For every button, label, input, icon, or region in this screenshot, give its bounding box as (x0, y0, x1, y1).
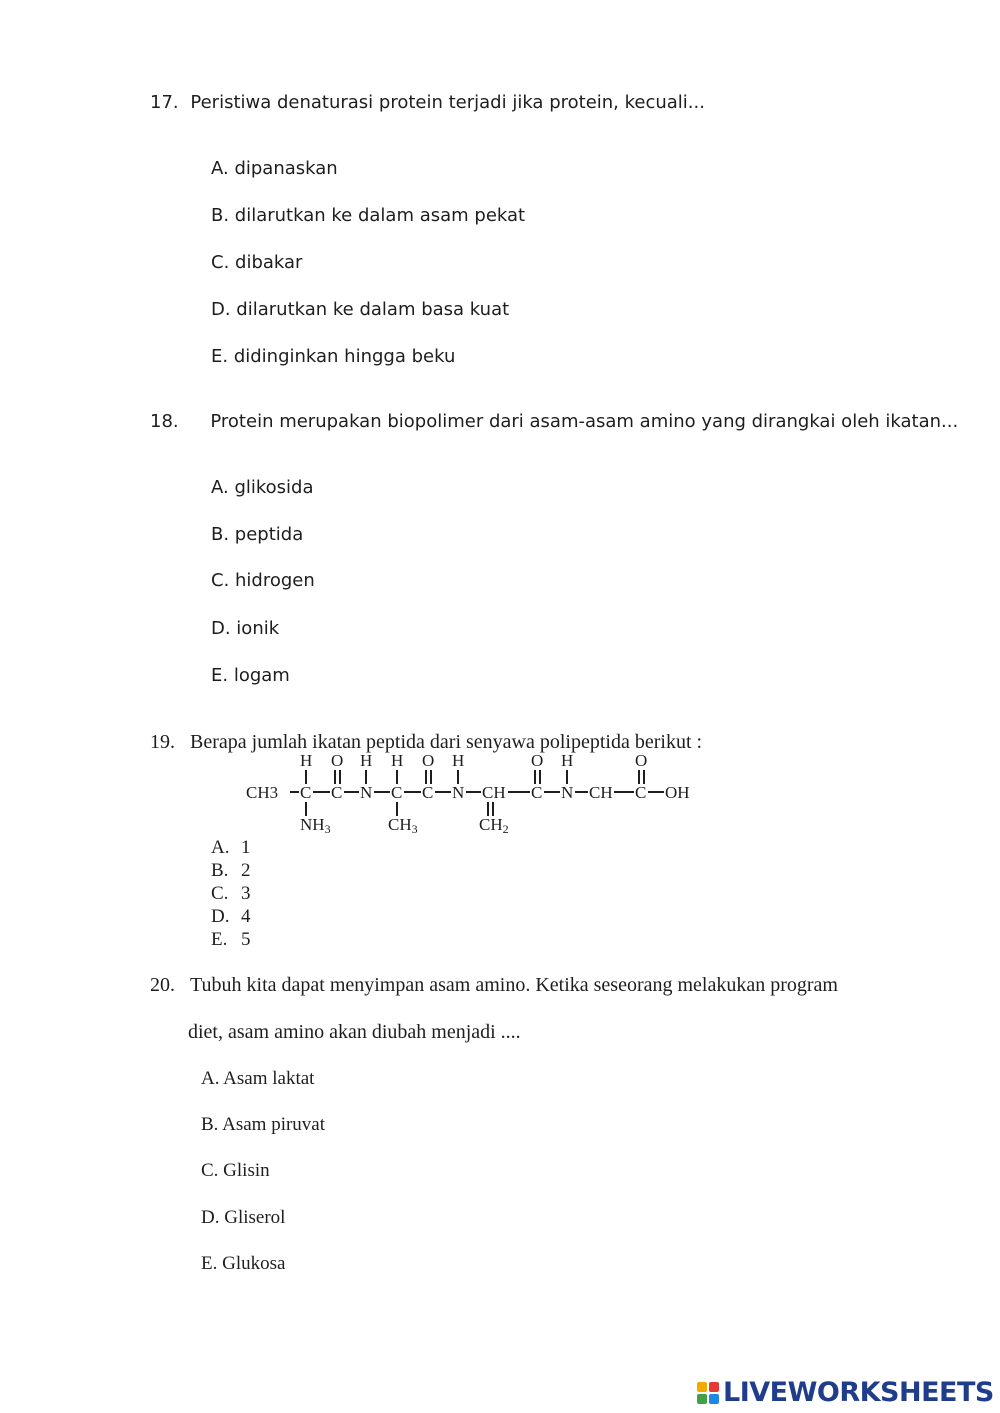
group-ch3: CH3 (388, 815, 418, 836)
logo-square (709, 1394, 719, 1404)
atom-h: H (360, 751, 373, 770)
atom-h: H (561, 751, 574, 770)
question-number: 20. (150, 974, 175, 996)
question-18 (150, 411, 958, 432)
liveworksheets-logo-icon (697, 1382, 719, 1404)
q17-option-a[interactable]: A. dipanaskan (211, 158, 338, 179)
atom-n: N (452, 783, 465, 802)
q17-option-e[interactable]: E. didinginkan hingga beku (211, 346, 456, 367)
question-text: Peristiwa denaturasi protein terjadi jika protein, kecuali... (190, 92, 705, 113)
polypeptide-structure (236, 748, 716, 836)
atom-oh: OH (665, 783, 690, 802)
atom-o: O (331, 751, 344, 770)
question-text: Berapa jumlah ikatan peptida dari senyawa polipeptida berikut : (190, 731, 703, 753)
atom-c: C (531, 783, 543, 802)
atom-o: O (635, 751, 648, 770)
atom-o: O (531, 751, 544, 770)
q20-option-e[interactable]: E. Glukosa (201, 1253, 286, 1274)
q18-option-c[interactable]: C. hidrogen (211, 570, 315, 591)
q20-option-b[interactable]: B. Asam piruvat (201, 1114, 326, 1135)
question-text-line2: diet, asam amino akan diubah menjadi .... (188, 1021, 521, 1043)
q18-option-e[interactable]: E. logam (211, 665, 290, 686)
logo-square (697, 1394, 707, 1404)
question-number: 19. (150, 731, 175, 753)
group-nh3: NH3 (300, 815, 331, 836)
atom-ch3: CH3 (246, 783, 279, 802)
q17-option-c[interactable]: C. dibakar (211, 252, 303, 273)
q19-option-d[interactable]: D. 4 (211, 906, 251, 927)
q19-option-a[interactable]: A. 1 (211, 837, 251, 858)
question-text-line1: Tubuh kita dapat menyimpan asam amino. Ketika seseorang melakukan program (190, 974, 838, 996)
atom-h: H (452, 751, 465, 770)
q20-option-d[interactable]: D. Gliserol (201, 1207, 286, 1228)
atom-c: C (331, 783, 343, 802)
q20-option-a[interactable]: A. Asam laktat (201, 1068, 315, 1089)
atom-h: H (391, 751, 404, 770)
atom-ch: CH (482, 783, 506, 802)
question-text: Protein merupakan biopolimer dari asam-asam amino yang dirangkai oleh ikatan... (210, 411, 959, 432)
atom-c: C (391, 783, 403, 802)
atom-ch: CH (589, 783, 613, 802)
q19-option-e[interactable]: E. 5 (211, 929, 251, 950)
atom-n: N (561, 783, 574, 802)
atom-c: C (300, 783, 312, 802)
q20-option-c[interactable]: C. Glisin (201, 1160, 270, 1181)
q18-option-a[interactable]: A. glikosida (211, 477, 314, 498)
logo-wordmark: LIVEWORKSHEETS (723, 1377, 994, 1408)
atom-h: H (300, 751, 313, 770)
question-17 (150, 92, 705, 113)
atom-c: C (635, 783, 647, 802)
question-20 (150, 974, 838, 997)
logo-square (697, 1382, 707, 1392)
atom-c: C (422, 783, 434, 802)
q18-option-b[interactable]: B. peptida (211, 524, 304, 545)
q17-option-d[interactable]: D. dilarutkan ke dalam basa kuat (211, 299, 510, 320)
q18-option-d[interactable]: D. ionik (211, 618, 280, 639)
liveworksheets-logo (697, 1377, 994, 1408)
atom-n: N (360, 783, 373, 802)
atom-o: O (422, 751, 435, 770)
q17-option-b[interactable]: B. dilarutkan ke dalam asam pekat (211, 205, 526, 226)
question-number: 17. (150, 92, 179, 113)
logo-square (709, 1382, 719, 1392)
q19-option-c[interactable]: C. 3 (211, 883, 251, 904)
group-ch2: CH2 (479, 815, 509, 836)
question-number: 18. (150, 411, 179, 432)
q19-option-b[interactable]: B. 2 (211, 860, 251, 881)
